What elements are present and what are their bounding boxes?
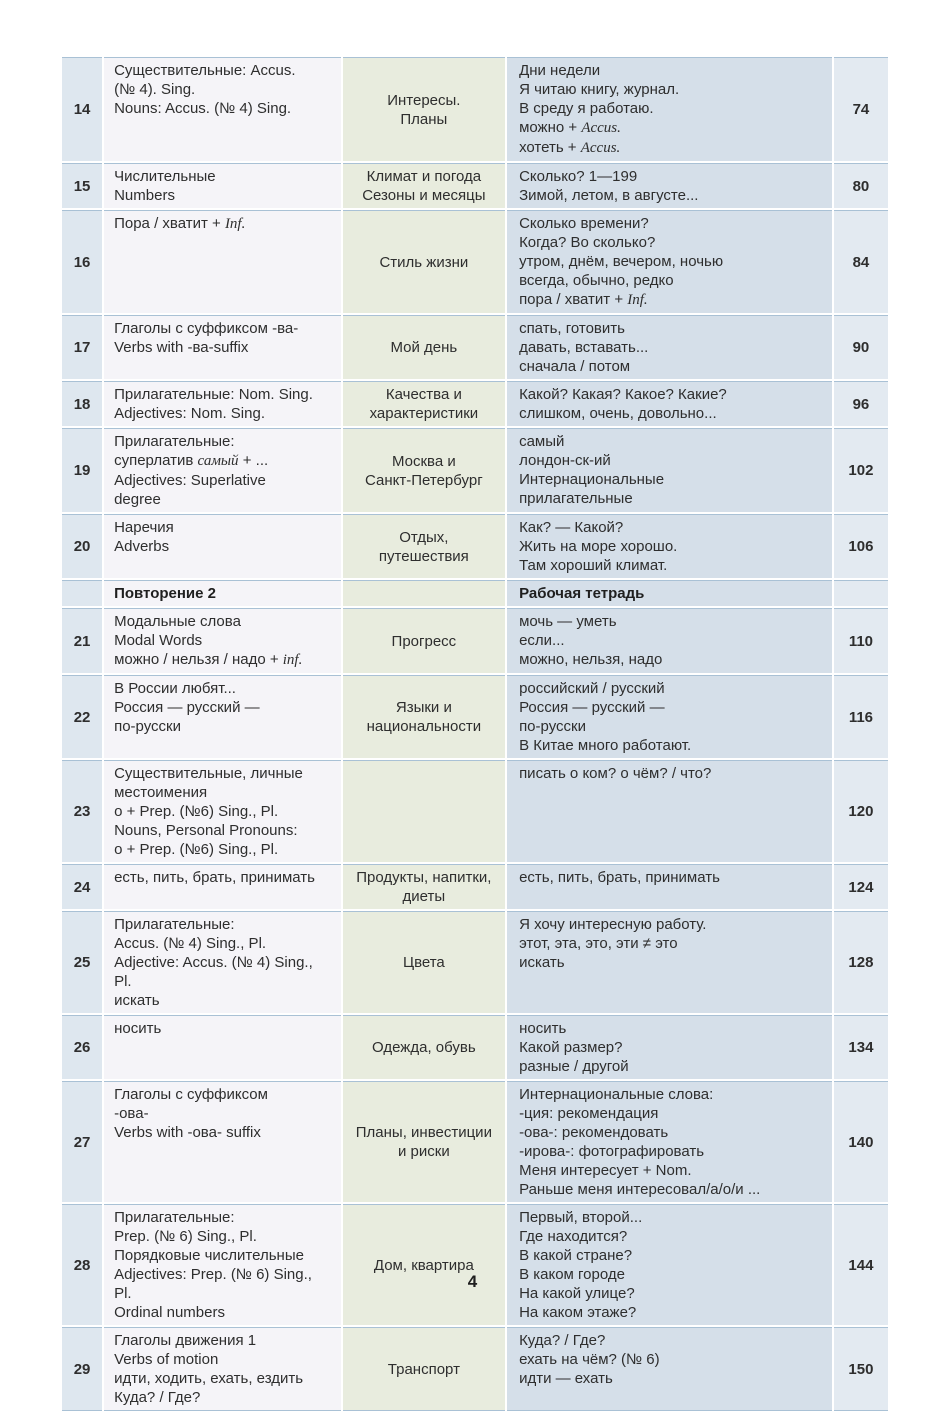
text-line: Существительные, личные — [114, 765, 303, 782]
text-line: характеристики — [369, 405, 479, 422]
content-cell — [507, 428, 832, 512]
text-line: Стиль жизни — [379, 253, 469, 271]
page-cell — [834, 428, 888, 512]
theme-cell — [343, 163, 505, 208]
text-line: Зимой, летом, в августе... — [519, 187, 699, 204]
page-cell — [834, 163, 888, 208]
theme-cell — [343, 675, 505, 758]
text-line: Интернациональные слова: — [519, 1086, 714, 1103]
theme-cell — [343, 381, 505, 426]
theme-cell — [343, 428, 505, 512]
text-line: В какой стране? — [519, 1247, 633, 1264]
text-line: 120 — [848, 803, 874, 820]
text-line: писать о ком? о чём? / что? — [519, 765, 712, 782]
text-line: 134 — [848, 1039, 874, 1056]
text-line: Pl. — [114, 973, 132, 990]
text-line: Дни недели — [519, 62, 601, 79]
text-line: Куда? / Где? — [519, 1332, 606, 1349]
row-number-cell — [62, 580, 102, 606]
text-line: Прилагательные: Nom. Sing. — [114, 386, 313, 403]
grammar-cell — [104, 514, 341, 578]
text-line: 80 — [852, 177, 870, 195]
theme-cell — [343, 1015, 505, 1079]
row-number-cell — [62, 608, 102, 673]
content-cell — [507, 911, 832, 1013]
text-line: 17 — [73, 339, 91, 356]
page-cell — [834, 210, 888, 313]
text-line: 21 — [73, 632, 91, 650]
row-number-cell — [62, 1015, 102, 1079]
text-line: Adjectives: Prep. (№ 6) Sing., — [114, 1266, 312, 1283]
text-line: degree — [114, 491, 161, 508]
text-line: российский / русский — [519, 680, 665, 697]
table-row — [62, 675, 888, 758]
table-row — [62, 163, 888, 208]
text-line: Verbs with -ва-suffix — [114, 339, 249, 356]
text-line: 90 — [852, 339, 870, 356]
text-line: Prep. (№ 6) Sing., Pl. — [114, 1228, 257, 1245]
text-line: ехать на чём? (№ 6) — [519, 1351, 660, 1368]
text-line: 128 — [848, 954, 874, 971]
text-line: спать, готовить — [519, 320, 625, 337]
text-line: Когда? Во сколько? — [519, 234, 656, 251]
content-cell — [507, 57, 832, 161]
text-line: Интернациональные — [519, 471, 665, 488]
text-line: есть, пить, брать, принимать — [519, 869, 720, 886]
page-cell — [834, 580, 888, 606]
text-line: 110 — [848, 632, 874, 650]
row-number-cell — [62, 210, 102, 313]
text-line: Транспорт — [387, 1360, 460, 1378]
grammar-cell — [104, 428, 341, 512]
content-cell — [507, 1081, 832, 1202]
text-line: Дом, квартира — [373, 1256, 474, 1274]
text-line: Отдых, — [399, 528, 449, 546]
grammar-cell — [104, 315, 341, 379]
text-line: Adverbs — [114, 538, 170, 555]
row-number-cell — [62, 1327, 102, 1411]
theme-cell — [343, 580, 505, 606]
page-cell — [834, 760, 888, 862]
text-line: 23 — [73, 803, 91, 820]
text-line: На какой улице? — [519, 1285, 635, 1302]
text-line: Verbs with -ова- suffix — [114, 1124, 261, 1141]
page-cell — [834, 57, 888, 161]
text-line: по-русски — [519, 718, 586, 735]
text-line: суперлатив самый + ... — [114, 452, 269, 469]
text-line: 116 — [848, 708, 874, 726]
grammar-cell — [104, 675, 341, 758]
text-line: путешествия — [378, 547, 469, 565]
row-number-cell — [62, 1081, 102, 1202]
text-line: 84 — [852, 253, 870, 271]
page-cell — [834, 911, 888, 1013]
theme-cell — [343, 760, 505, 862]
grammar-cell — [104, 381, 341, 426]
page-number: 4 — [467, 1272, 478, 1291]
content-cell — [507, 760, 832, 862]
text-line: Меня интересует + Nom. — [519, 1162, 692, 1179]
text-line: Глаголы движения 1 — [114, 1332, 257, 1349]
text-line: Verbs of motion — [114, 1351, 219, 1368]
text-line: 20 — [73, 538, 91, 555]
grammar-cell — [104, 57, 341, 161]
section-row — [62, 580, 888, 606]
table-row — [62, 514, 888, 578]
text-line: и риски — [398, 1143, 450, 1160]
table-row — [62, 864, 888, 909]
row-number-cell — [62, 1204, 102, 1325]
text-line: Сезоны и месяцы — [362, 187, 486, 204]
text-line: 24 — [73, 878, 91, 896]
page-cell — [834, 608, 888, 673]
italic-term: Accus. — [581, 120, 621, 136]
text-line: Прилагательные: — [114, 433, 235, 450]
text-line: Москва и — [391, 452, 456, 470]
text-line: Какой? Какая? Какое? Какие? — [519, 386, 727, 403]
text-line: 74 — [852, 101, 870, 118]
text-line: Modal Words — [114, 632, 203, 649]
table-row — [62, 210, 888, 313]
text-line: 22 — [73, 708, 91, 726]
content-cell — [507, 1204, 832, 1325]
text-line: В среду я работаю. — [519, 100, 654, 117]
text-line: Пора / хватит + Inf. — [114, 215, 246, 232]
text-line: Прилагательные: — [114, 916, 235, 933]
text-line: 144 — [848, 1256, 874, 1274]
text-line: Одежда, обувь — [372, 1039, 476, 1056]
text-line: можно / нельзя / надо + inf. — [114, 651, 303, 668]
table-row — [62, 1204, 888, 1325]
row-number-cell — [62, 911, 102, 1013]
text-line: Где находится? — [519, 1228, 628, 1245]
grammar-cell — [104, 864, 341, 909]
theme-cell — [343, 1081, 505, 1202]
text-line: 25 — [73, 954, 91, 971]
page-cell — [834, 1015, 888, 1079]
text-line: Прогресс — [391, 632, 457, 650]
text-line: Как? — Какой? — [519, 519, 624, 536]
table-row — [62, 381, 888, 426]
text-line: Adjectives: Nom. Sing. — [114, 405, 265, 422]
italic-term: Accus. — [580, 140, 621, 156]
text-line: Климат и погода — [366, 168, 482, 185]
row-number-cell — [62, 675, 102, 758]
text-line: Мой день — [390, 339, 458, 356]
text-line: есть, пить, брать, принимать — [114, 869, 315, 886]
row-number-cell — [62, 864, 102, 909]
text-line: Продукты, напитки, — [356, 869, 492, 886]
table-row — [62, 1015, 888, 1079]
text-line: 96 — [852, 395, 870, 413]
text-line: пора / хватит + Inf. — [519, 291, 648, 308]
text-line: Интересы. — [387, 91, 461, 109]
text-line: Существительные: Accus. — [114, 62, 296, 79]
text-line: 15 — [73, 177, 91, 195]
text-line: В России любят... — [114, 680, 236, 697]
text-line: мочь — уметь — [519, 613, 617, 630]
text-line: В Китае много работают. — [519, 737, 692, 754]
toc-body — [62, 57, 888, 1411]
content-cell — [507, 1015, 832, 1079]
text-line: носить — [519, 1020, 567, 1037]
grammar-cell — [104, 1327, 341, 1411]
text-line: Цвета — [402, 954, 445, 971]
content-cell — [507, 864, 832, 909]
text-line: Adjective: Accus. (№ 4) Sing., — [114, 954, 313, 971]
text-line: Повторение 2 — [114, 585, 217, 602]
text-line: 29 — [73, 1360, 91, 1378]
grammar-cell — [104, 210, 341, 313]
text-line: Раньше меня интересовал/а/о/и ... — [519, 1181, 761, 1198]
text-line: всегда, обычно, редко — [519, 272, 674, 289]
page-cell — [834, 675, 888, 758]
text-line: -ова-: рекомендовать — [519, 1124, 669, 1141]
page-cell — [834, 1327, 888, 1411]
text-line: Порядковые числительные — [114, 1247, 304, 1264]
text-line: Я читаю книгу, журнал. — [519, 81, 680, 98]
text-line: 102 — [848, 462, 874, 479]
text-line: -ова- — [114, 1105, 149, 1122]
text-line: Первый, второй... — [519, 1209, 643, 1226]
theme-cell — [343, 608, 505, 673]
text-line: разные / другой — [519, 1058, 629, 1075]
row-number-cell — [62, 760, 102, 862]
text-line: Планы — [400, 110, 448, 128]
text-line: Accus. (№ 4) Sing., Pl. — [114, 935, 267, 952]
page-cell — [834, 1204, 888, 1325]
text-line: идти, ходить, ехать, ездить — [114, 1370, 304, 1387]
text-line: если... — [519, 632, 565, 649]
grammar-cell — [104, 580, 341, 606]
text-line: можно + Accus. — [519, 119, 621, 136]
text-line: Качества и — [385, 386, 462, 403]
text-line: Наречия — [114, 519, 174, 536]
page-cell — [834, 315, 888, 379]
text-line: Прилагательные: — [114, 1209, 235, 1226]
row-number-cell — [62, 514, 102, 578]
content-cell — [507, 315, 832, 379]
text-line: Там хороший климат. — [519, 557, 668, 574]
table-of-contents — [60, 55, 890, 1413]
text-line: Adjectives: Superlative — [114, 472, 266, 489]
page-cell — [834, 864, 888, 909]
theme-cell — [343, 1327, 505, 1411]
content-cell — [507, 514, 832, 578]
text-line: Ordinal numbers — [114, 1304, 225, 1321]
text-line: о + Prep. (№6) Sing., Pl. — [114, 841, 279, 858]
text-line: Сколько? 1—199 — [519, 168, 638, 185]
text-line: Рабочая тетрадь — [519, 585, 645, 602]
row-number-cell — [62, 315, 102, 379]
text-line: носить — [114, 1020, 162, 1037]
text-line: Сколько времени? — [519, 215, 649, 232]
grammar-cell — [104, 1081, 341, 1202]
grammar-cell — [104, 1015, 341, 1079]
text-line: Pl. — [114, 1285, 132, 1302]
table-row — [62, 608, 888, 673]
text-line: сначала / потом — [519, 358, 631, 375]
table-row — [62, 760, 888, 862]
theme-cell — [343, 1204, 505, 1325]
text-line: хотеть + Accus. — [519, 139, 621, 156]
text-line: 16 — [73, 253, 91, 271]
italic-term: inf. — [282, 652, 303, 668]
table-row — [62, 315, 888, 379]
text-line: 124 — [848, 878, 874, 896]
text-line: Языки и — [395, 699, 452, 716]
text-line: утром, днём, вечером, ночью — [519, 253, 724, 270]
content-cell — [507, 210, 832, 313]
content-cell — [507, 381, 832, 426]
text-line: Россия — русский — — [114, 699, 260, 716]
table-row — [62, 1081, 888, 1202]
text-line: На каком этаже? — [519, 1304, 637, 1321]
text-line: (№ 4). Sing. — [114, 81, 196, 98]
grammar-cell — [104, 760, 341, 862]
theme-cell — [343, 864, 505, 909]
text-line: слишком, очень, довольно... — [519, 405, 717, 422]
text-line: 140 — [848, 1133, 874, 1151]
table-row — [62, 911, 888, 1013]
theme-cell — [343, 57, 505, 161]
grammar-cell — [104, 1204, 341, 1325]
text-line: 14 — [73, 101, 91, 118]
text-line: прилагательные — [519, 490, 633, 507]
text-line: диеты — [402, 888, 446, 905]
text-line: Глаголы с суффиксом — [114, 1086, 268, 1103]
row-number-cell — [62, 163, 102, 208]
italic-term: самый — [197, 453, 239, 469]
text-line: Numbers — [114, 187, 175, 204]
text-line: самый — [519, 433, 565, 450]
text-line: 28 — [73, 1256, 91, 1274]
text-line: Глаголы с суффиксом -ва- — [114, 320, 299, 337]
text-line: местоимения — [114, 784, 208, 801]
text-line: можно, нельзя, надо — [519, 651, 663, 668]
text-line: идти — ехать — [519, 1370, 613, 1387]
text-line: этот, эта, это, эти ≠ это — [519, 935, 678, 952]
text-line: Планы, инвестиции — [355, 1124, 492, 1141]
content-cell — [507, 580, 832, 606]
page-cell — [834, 381, 888, 426]
text-line: национальности — [366, 718, 482, 735]
row-number-cell — [62, 381, 102, 426]
text-line: -ирова-: фотографировать — [519, 1143, 705, 1160]
text-line: Я хочу интересную работу. — [519, 916, 707, 933]
theme-cell — [343, 315, 505, 379]
text-line: Куда? / Где? — [114, 1389, 201, 1406]
grammar-cell — [104, 911, 341, 1013]
grammar-cell — [104, 608, 341, 673]
text-line: лондон-ск-ий — [519, 452, 611, 469]
text-line: Nouns, Personal Pronouns: — [114, 822, 298, 839]
text-line: В каком городе — [519, 1266, 625, 1283]
page-cell — [834, 514, 888, 578]
text-line: о + Prep. (№6) Sing., Pl. — [114, 803, 279, 820]
table-row — [62, 428, 888, 512]
text-line: 106 — [848, 538, 874, 555]
text-line: по-русски — [114, 718, 182, 735]
text-line: 18 — [73, 395, 91, 413]
text-line: Числительные — [114, 168, 216, 185]
italic-term: Inf. — [627, 292, 648, 308]
content-cell — [507, 1327, 832, 1411]
text-line: искать — [519, 954, 565, 971]
row-number-cell — [62, 57, 102, 161]
italic-term: Inf. — [224, 216, 246, 232]
table-row — [62, 1327, 888, 1411]
content-cell — [507, 675, 832, 758]
table-row — [62, 57, 888, 161]
page-cell — [834, 1081, 888, 1202]
text-line: Какой размер? — [519, 1039, 623, 1056]
text-line: 27 — [73, 1133, 91, 1151]
content-cell — [507, 163, 832, 208]
theme-cell — [343, 514, 505, 578]
text-line: 150 — [848, 1360, 874, 1378]
text-line: искать — [114, 992, 160, 1009]
theme-cell — [343, 911, 505, 1013]
text-line: -ция: рекомендация — [519, 1105, 659, 1122]
content-cell — [507, 608, 832, 673]
text-line: Россия — русский — — [519, 699, 665, 716]
text-line: Жить на море хорошо. — [519, 538, 678, 555]
row-number-cell — [62, 428, 102, 512]
theme-cell — [343, 210, 505, 313]
text-line: Санкт-Петербург — [365, 471, 483, 489]
text-line: 19 — [73, 462, 91, 479]
text-line: 26 — [73, 1039, 91, 1056]
text-line: Модальные слова — [114, 613, 241, 630]
text-line: давать, вставать... — [519, 339, 649, 356]
grammar-cell — [104, 163, 341, 208]
text-line: Nouns: Accus. (№ 4) Sing. — [114, 100, 292, 117]
